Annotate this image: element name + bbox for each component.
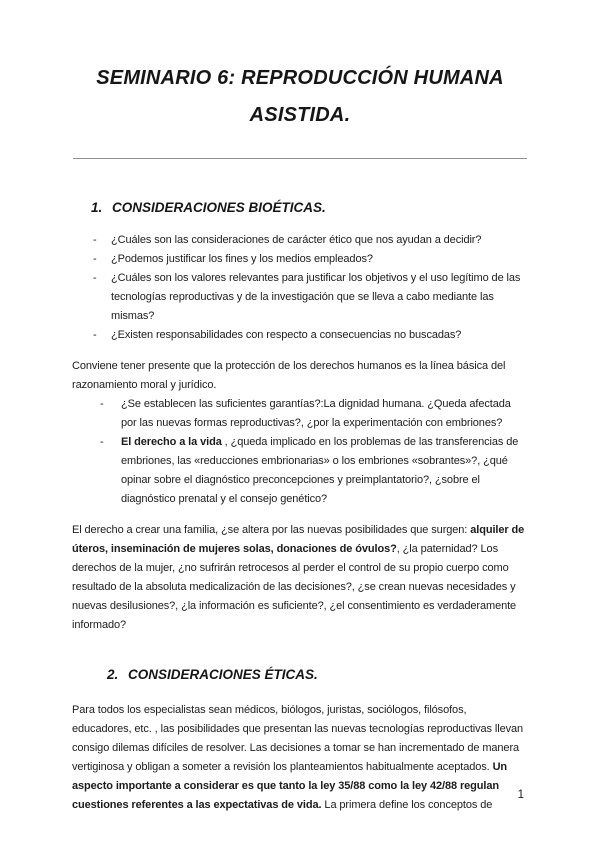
- text-segment: , ¿la paternidad? Los derechos de la mujer, ¿no sufrirán retrocesos al perder el control de su propio cuerpo como resultado de la absoluta medicalización de las decisiones?, ¿se crean nuevas necesidades y nuevas desilusiones?, ¿la información es suficiente?, ¿el consentimiento es verdaderamente informado?: [72, 543, 517, 631]
- title-divider-rule: [73, 158, 527, 159]
- document-title: [72, 60, 528, 134]
- page-number: 1: [517, 789, 524, 801]
- section-2-number: 2.: [107, 667, 119, 682]
- bullet-text: ¿Cuáles son las consideraciones de carácter ético que nos ayudan a decidir?: [111, 234, 482, 246]
- bullet-text: [121, 433, 528, 509]
- text-segment: El derecho a crear una familia, ¿se altera por las nuevas posibilidades que surgen:: [72, 524, 471, 536]
- bold-text-segment: El derecho a la vida: [121, 436, 222, 448]
- family-rights-paragraph: [72, 521, 528, 635]
- text-segment: ¿Se establecen las suficientes garantías?:La dignidad humana. ¿Queda afectada por las nuevas formas reproductivas?, ¿por la experimentación con embriones?: [121, 398, 511, 429]
- text-segment: La primera define los conceptos de: [321, 799, 493, 811]
- section-1-heading-text: CONSIDERACIONES BIOÉTICAS.: [112, 200, 326, 215]
- text-segment: , ¿queda implicado en los problemas de las transferencias de embriones, las «reducciones embrionarias» o los embriones «sobrantes»?, ¿qué opinar sobre el diagnóstico preconcepciones y preimplantatorio?, ¿sobre el diagnóstico prenatal y el consejo genético?: [121, 436, 519, 505]
- list-item: [72, 231, 528, 250]
- ethics-paragraph: [72, 701, 528, 815]
- bioethics-question-list: [72, 231, 528, 345]
- bullet-text: [121, 395, 528, 433]
- document-title-line-1: SEMINARIO 6: REPRODUCCIÓN HUMANA: [96, 67, 504, 89]
- bullet-text: ¿Podemos justificar los fines y los medios empleados?: [111, 253, 373, 265]
- section-2-heading: [72, 666, 528, 684]
- dash-bullet-marker: -: [100, 436, 104, 448]
- document-title-line-2: ASISTIDA.: [249, 104, 351, 126]
- text-segment: Para todos los especialistas sean médicos, biólogos, juristas, sociólogos, filósofos, educadores, etc. , las posibilidades que presentan las nuevas tecnologías reproductivas llevan consigo dilemas difíciles de resolver. Las decisiones a tomar se han incrementado de manera vertiginosa y obligan a someter a revisión los planteamientos habitualmente aceptados.: [72, 704, 524, 773]
- bold-text-segment: Un aspecto importante a considerar es que tanto la ley 35/88 como la ley 42/88 regulan cuestiones referentes a las expectativas de vida.: [72, 761, 508, 811]
- list-item: [79, 433, 528, 509]
- section-1-number: 1.: [91, 200, 103, 215]
- dash-bullet-marker: -: [93, 234, 97, 246]
- section-1-heading: [72, 199, 528, 217]
- dash-bullet-marker: -: [100, 398, 104, 410]
- list-item: [79, 395, 528, 433]
- intro-paragraph: Conviene tener presente que la protección de los derechos humanos es la línea básica del razonamiento moral y jurídico.: [72, 360, 506, 391]
- dash-bullet-marker: -: [93, 253, 97, 265]
- list-item: [72, 326, 528, 345]
- bullet-text: ¿Existen responsabilidades con respecto a consecuencias no buscadas?: [111, 329, 462, 341]
- bold-text-segment: alquiler de úteros, inseminación de mujeres solas, donaciones de óvulos?: [72, 524, 525, 555]
- section-2-heading-text: CONSIDERACIONES ÉTICAS.: [128, 667, 318, 682]
- dash-bullet-marker: -: [93, 329, 97, 341]
- rights-sub-list: [72, 395, 528, 509]
- list-item: [72, 269, 528, 326]
- dash-bullet-marker: -: [93, 272, 97, 284]
- list-item: [72, 250, 528, 269]
- bullet-text: ¿Cuáles son los valores relevantes para justificar los objetivos y el uso legítimo de las tecnologías reproductivas y de la investigación que se lleva a cabo mediante las mismas?: [111, 272, 521, 322]
